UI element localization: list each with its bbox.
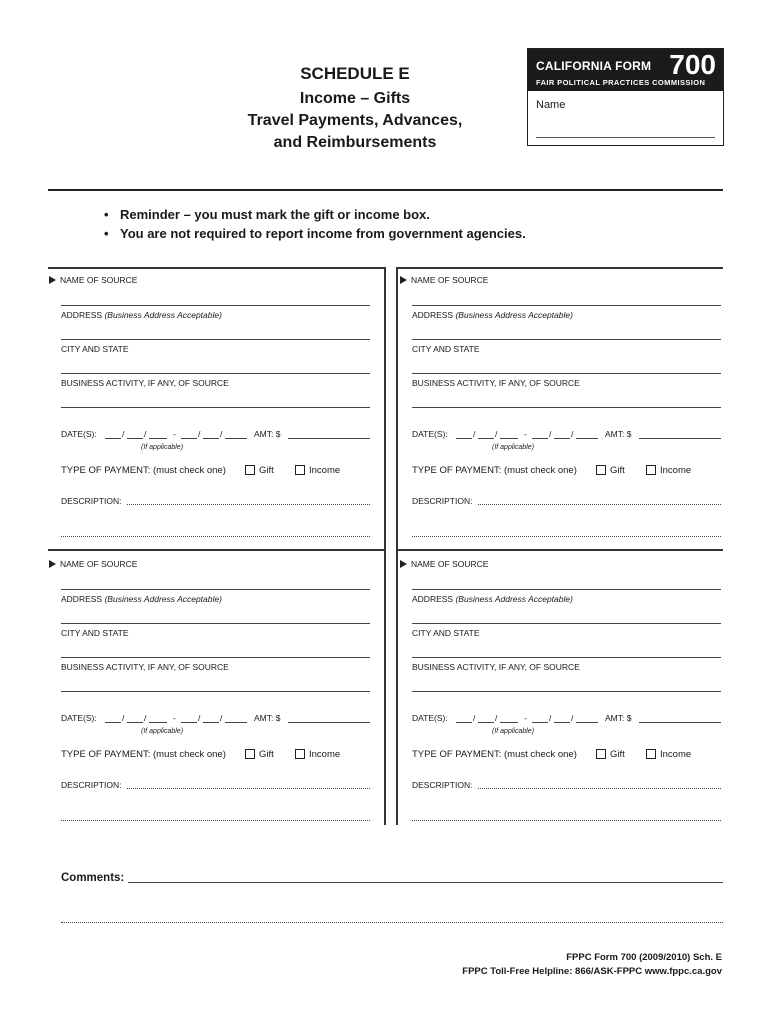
type-of-payment-label: TYPE OF PAYMENT: (must check one): [61, 465, 226, 476]
date-sep: /: [122, 429, 125, 439]
date-to-year[interactable]: [576, 722, 598, 723]
if-applicable-note: (If applicable): [141, 728, 184, 735]
amount-field[interactable]: [288, 438, 370, 439]
arrow-icon: [400, 560, 407, 568]
amount-field[interactable]: [288, 722, 370, 723]
date-sep: /: [198, 429, 201, 439]
city-state-label: CITY AND STATE: [412, 344, 480, 354]
address-label: ADDRESS (Business Address Acceptable): [61, 310, 222, 320]
date-from-day[interactable]: [478, 722, 494, 723]
address-label: ADDRESS (Business Address Acceptable): [412, 594, 573, 604]
dates-label: DATE(S):: [412, 713, 448, 723]
reminder-1: • Reminder – you must mark the gift or income box.: [104, 205, 526, 224]
header-divider: [48, 189, 723, 191]
description-field-line-2[interactable]: [412, 536, 721, 537]
date-to-year[interactable]: [225, 722, 247, 723]
source-section-1: [61, 273, 373, 543]
business-activity-field[interactable]: [61, 407, 370, 408]
business-activity-label: BUSINESS ACTIVITY, IF ANY, OF SOURCE: [61, 662, 229, 672]
date-to-month[interactable]: [181, 722, 197, 723]
arrow-icon: [49, 276, 56, 284]
subtitle-line-3: and Reimbursements: [273, 134, 437, 151]
income-label: Income: [309, 749, 341, 760]
city-state-label: CITY AND STATE: [61, 344, 129, 354]
date-from-year[interactable]: [500, 722, 518, 723]
city-state-field[interactable]: [412, 373, 721, 374]
date-range-dash: -: [524, 713, 527, 723]
form-revision: FPPC Form 700 (2009/2010) Sch. E: [566, 952, 722, 963]
source-section-3: [61, 557, 373, 827]
business-activity-label: BUSINESS ACTIVITY, IF ANY, OF SOURCE: [412, 378, 580, 388]
type-of-payment-label: TYPE OF PAYMENT: (must check one): [61, 749, 226, 760]
dates-label: DATE(S):: [61, 429, 97, 439]
date-from-day[interactable]: [127, 722, 143, 723]
date-from-year[interactable]: [149, 722, 167, 723]
city-state-label: CITY AND STATE: [61, 628, 129, 638]
date-to-day[interactable]: [554, 722, 570, 723]
gift-checkbox[interactable]: [245, 465, 255, 475]
grid-mid-right: [398, 549, 723, 551]
grid-top-left: [48, 267, 384, 269]
date-sep: /: [571, 429, 574, 439]
date-sep: /: [198, 713, 201, 723]
address-field[interactable]: [61, 339, 370, 340]
gift-checkbox[interactable]: [596, 465, 606, 475]
arrow-icon: [400, 276, 407, 284]
reminder-2: • You are not required to report income from government agencies.: [104, 224, 526, 243]
schedule-heading: SCHEDULE E: [300, 64, 410, 83]
filer-name-label: Name: [536, 99, 566, 111]
date-sep: /: [571, 713, 574, 723]
date-from-month[interactable]: [105, 438, 121, 439]
comments-label: Comments:: [61, 872, 125, 884]
business-activity-field[interactable]: [412, 691, 721, 692]
date-sep: /: [473, 713, 476, 723]
if-applicable-note: (If applicable): [492, 728, 535, 735]
date-to-month[interactable]: [532, 722, 548, 723]
business-activity-label: BUSINESS ACTIVITY, IF ANY, OF SOURCE: [412, 662, 580, 672]
date-from-month[interactable]: [105, 722, 121, 723]
subtitle-line-1: Income – Gifts: [299, 90, 411, 107]
description-field-line-2[interactable]: [61, 820, 370, 821]
city-state-field[interactable]: [61, 373, 370, 374]
filer-name-field[interactable]: [536, 137, 715, 138]
description-label: DESCRIPTION:: [61, 496, 122, 506]
grid-center-line-a: [384, 267, 386, 825]
income-label: Income: [309, 465, 341, 476]
amount-label: AMT: $: [254, 713, 281, 723]
date-sep: /: [549, 713, 552, 723]
city-state-label: CITY AND STATE: [412, 628, 480, 638]
date-range-dash: -: [173, 429, 176, 439]
address-label: ADDRESS (Business Address Acceptable): [412, 310, 573, 320]
name-of-source-label: NAME OF SOURCE: [400, 275, 488, 285]
dates-label: DATE(S):: [412, 429, 448, 439]
description-field[interactable]: [127, 788, 370, 789]
name-of-source-label: NAME OF SOURCE: [400, 559, 488, 569]
amount-field[interactable]: [639, 438, 721, 439]
comments-field-line-2[interactable]: [61, 922, 723, 923]
gift-label: Gift: [610, 465, 625, 476]
address-field[interactable]: [412, 339, 721, 340]
date-to-month[interactable]: [181, 438, 197, 439]
business-activity-field[interactable]: [412, 407, 721, 408]
description-label: DESCRIPTION:: [412, 780, 473, 790]
date-from-year[interactable]: [149, 438, 167, 439]
gift-checkbox[interactable]: [245, 749, 255, 759]
address-label: ADDRESS (Business Address Acceptable): [61, 594, 222, 604]
amount-label: AMT: $: [605, 713, 632, 723]
date-to-day[interactable]: [203, 722, 219, 723]
reminders: [104, 205, 526, 243]
gift-label: Gift: [259, 465, 274, 476]
date-sep: /: [549, 429, 552, 439]
income-label: Income: [660, 465, 692, 476]
date-sep: /: [122, 713, 125, 723]
date-to-year[interactable]: [576, 438, 598, 439]
date-sep: /: [144, 429, 147, 439]
subtitle-line-2: Travel Payments, Advances,: [247, 112, 463, 129]
date-to-day[interactable]: [203, 438, 219, 439]
amount-field[interactable]: [639, 722, 721, 723]
description-field[interactable]: [478, 788, 721, 789]
date-sep: /: [473, 429, 476, 439]
name-of-source-label: NAME OF SOURCE: [49, 275, 137, 285]
date-range-dash: -: [524, 429, 527, 439]
address-field[interactable]: [61, 623, 370, 624]
income-checkbox[interactable]: [646, 749, 656, 759]
description-field[interactable]: [478, 504, 721, 505]
arrow-icon: [49, 560, 56, 568]
if-applicable-note: (If applicable): [492, 444, 535, 451]
gift-label: Gift: [610, 749, 625, 760]
amount-label: AMT: $: [605, 429, 632, 439]
city-state-field[interactable]: [61, 657, 370, 658]
name-of-source-field[interactable]: [61, 305, 370, 306]
name-of-source-label: NAME OF SOURCE: [49, 559, 137, 569]
date-sep: /: [144, 713, 147, 723]
description-field[interactable]: [127, 504, 370, 505]
grid-center-line-b: [396, 267, 398, 825]
form-id-box: [527, 48, 724, 146]
income-checkbox[interactable]: [295, 749, 305, 759]
source-section-4: [412, 557, 724, 827]
city-state-field[interactable]: [412, 657, 721, 658]
gift-label: Gift: [259, 749, 274, 760]
form-label: CALIFORNIA FORM: [536, 59, 652, 73]
income-checkbox[interactable]: [295, 465, 305, 475]
form-number: 700: [669, 49, 716, 80]
date-from-day[interactable]: [127, 438, 143, 439]
agency-name: FAIR POLITICAL PRACTICES COMMISSION: [536, 78, 706, 87]
source-section-2: [412, 273, 724, 543]
description-field-line-2[interactable]: [412, 820, 721, 821]
name-of-source-field[interactable]: [61, 589, 370, 590]
schedule-title: [180, 64, 530, 154]
date-from-year[interactable]: [500, 438, 518, 439]
date-to-day[interactable]: [554, 438, 570, 439]
business-activity-field[interactable]: [61, 691, 370, 692]
grid-top-right: [398, 267, 723, 269]
date-from-month[interactable]: [456, 722, 472, 723]
dates-label: DATE(S):: [61, 713, 97, 723]
grid-mid-left: [48, 549, 384, 551]
date-sep: /: [495, 429, 498, 439]
income-checkbox[interactable]: [646, 465, 656, 475]
name-of-source-field[interactable]: [412, 305, 721, 306]
business-activity-label: BUSINESS ACTIVITY, IF ANY, OF SOURCE: [61, 378, 229, 388]
gift-checkbox[interactable]: [596, 749, 606, 759]
helpline: FPPC Toll-Free Helpline: 866/ASK-FPPC www.fppc.ca.gov: [462, 966, 722, 977]
amount-label: AMT: $: [254, 429, 281, 439]
description-label: DESCRIPTION:: [412, 496, 473, 506]
type-of-payment-label: TYPE OF PAYMENT: (must check one): [412, 749, 577, 760]
date-to-year[interactable]: [225, 438, 247, 439]
date-to-month[interactable]: [532, 438, 548, 439]
date-sep: /: [495, 713, 498, 723]
form-id-header: [528, 49, 723, 91]
type-of-payment-label: TYPE OF PAYMENT: (must check one): [412, 465, 577, 476]
date-from-day[interactable]: [478, 438, 494, 439]
description-label: DESCRIPTION:: [61, 780, 122, 790]
date-range-dash: -: [173, 713, 176, 723]
description-field-line-2[interactable]: [61, 536, 370, 537]
address-field[interactable]: [412, 623, 721, 624]
income-label: Income: [660, 749, 692, 760]
date-from-month[interactable]: [456, 438, 472, 439]
if-applicable-note: (If applicable): [141, 444, 184, 451]
date-sep: /: [220, 713, 223, 723]
comments-field[interactable]: [128, 882, 723, 883]
name-of-source-field[interactable]: [412, 589, 721, 590]
date-sep: /: [220, 429, 223, 439]
